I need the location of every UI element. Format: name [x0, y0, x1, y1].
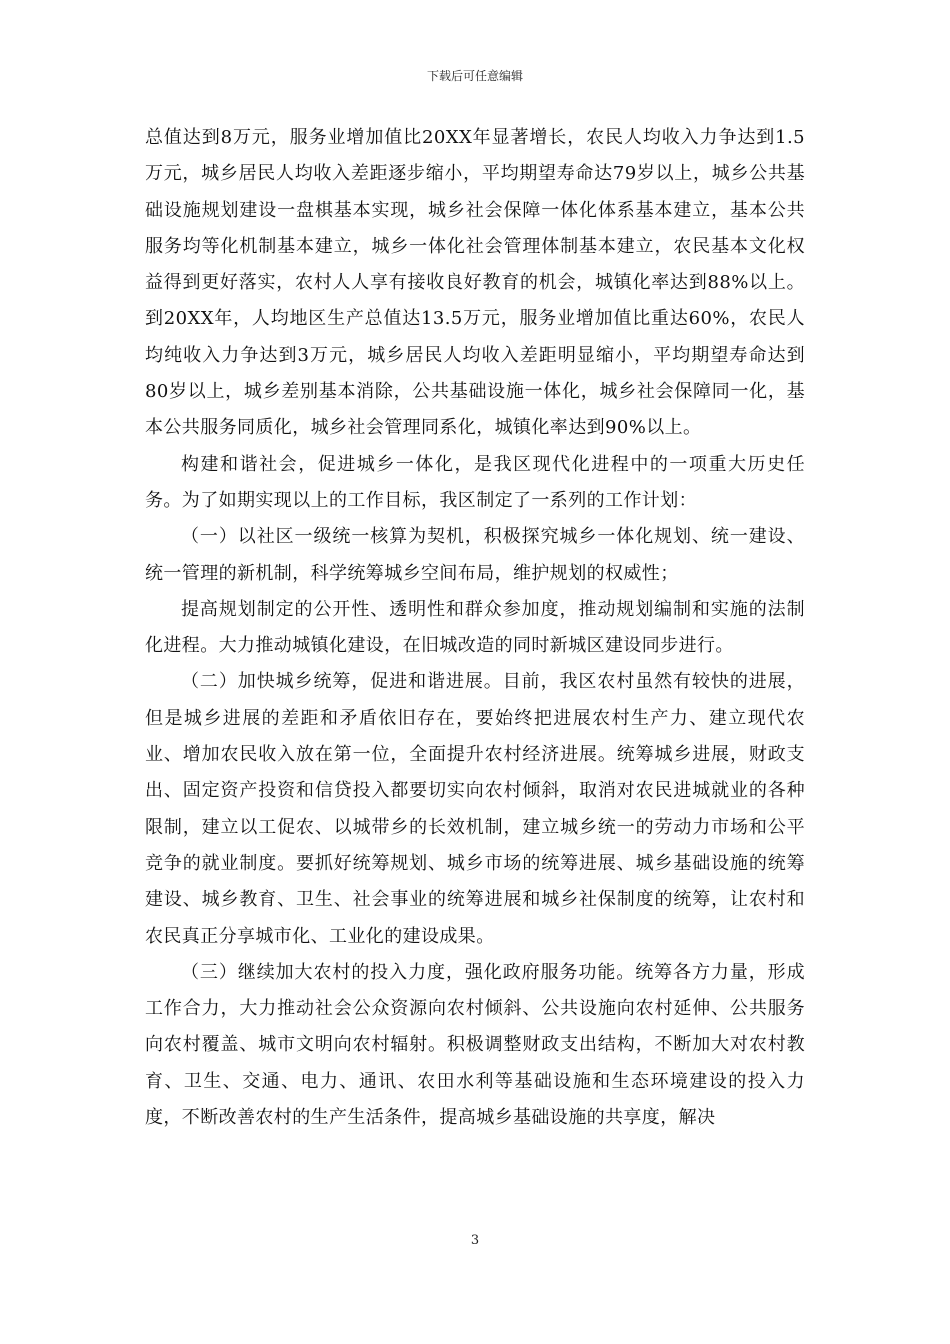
paragraph-item-3: （三）继续加大农村的投入力度，强化政府服务功能。统筹各方力量，形成工作合力，大力推动社会公众资源向农村倾斜、公共设施向农村延伸、公共服务向农村覆盖、城市文明向农村辐射。积极调整财政支出结构，不断加大对农村教育、卫生、交通、电力、通讯、农田水利等基础设施和生态环境建设的投入力度，不断改善农村的生产生活条件，提高城乡基础设施的共享度，解决	[145, 961, 805, 1129]
paragraph-intro: 构建和谐社会，促进城乡一体化，是我区现代化进程中的一项重大历史任务。为了如期实现以上的工作目标，我区制定了一系列的工作计划：	[145, 453, 805, 511]
paragraph-item-1-cont: 提高规划制定的公开性、透明性和群众参加度，推动规划编制和实施的法制化进程。大力推动城镇化建设，在旧城改造的同时新城区建设同步进行。	[145, 598, 805, 657]
paragraph-continuation: 总值达到8万元，服务业增加值比20XX年显著增长，农民人均收入力争达到1.5万元，城乡居民人均收入差距逐步缩小，平均期望寿命达79岁以上，城乡公共基础设施规划建设一盘棋基本实现，城乡社会保障一体化体系基本建立，基本公共服务均等化机制基本建立，城乡一体化社会管理体制基本建立，农民基本文化权益得到更好落实，农村人人享有接收良好教育的机会，城镇化率达到88%以上。到20XX年，人均地区生产总值达13.5万元，服务业增加值比重达60%，农民人均纯收入力争达到3万元，城乡居民人均收入差距明显缩小，平均期望寿命达到80岁以上，城乡差别基本消除，公共基础设施一体化，城乡社会保障同一化，基本公共服务同质化，城乡社会管理同系化，城镇化率达到90%以上。	[145, 127, 805, 439]
paragraph-item-2: （二）加快城乡统筹，促进和谐进展。目前，我区农村虽然有较快的进展，但是城乡进展的差距和矛盾依旧存在，要始终把进展农村生产力、建立现代农业、增加农民收入放在第一位，全面提升农村经济进展。统筹城乡进展，财政支出、固定资产投资和信贷投入都要切实向农村倾斜，取消对农民进城就业的各种限制，建立以工促农、以城带乡的长效机制，建立城乡统一的劳动力市场和公平竞争的就业制度。要抓好统筹规划、城乡市场的统筹进展、城乡基础设施的统筹建设、城乡教育、卫生、社会事业的统筹进展和城乡社保制度的统筹，让农村和农民真正分享城市化、工业化的建设成果。	[145, 671, 805, 947]
page-number: 3	[470, 1233, 480, 1248]
page-header: 下载后可任意编辑	[426, 69, 523, 83]
document-body	[145, 120, 805, 1136]
paragraph-item-1: （一）以社区一级统一核算为契机，积极探究城乡一体化规划、统一建设、统一管理的新机制，科学统筹城乡空间布局，维护规划的权威性；	[145, 526, 805, 584]
